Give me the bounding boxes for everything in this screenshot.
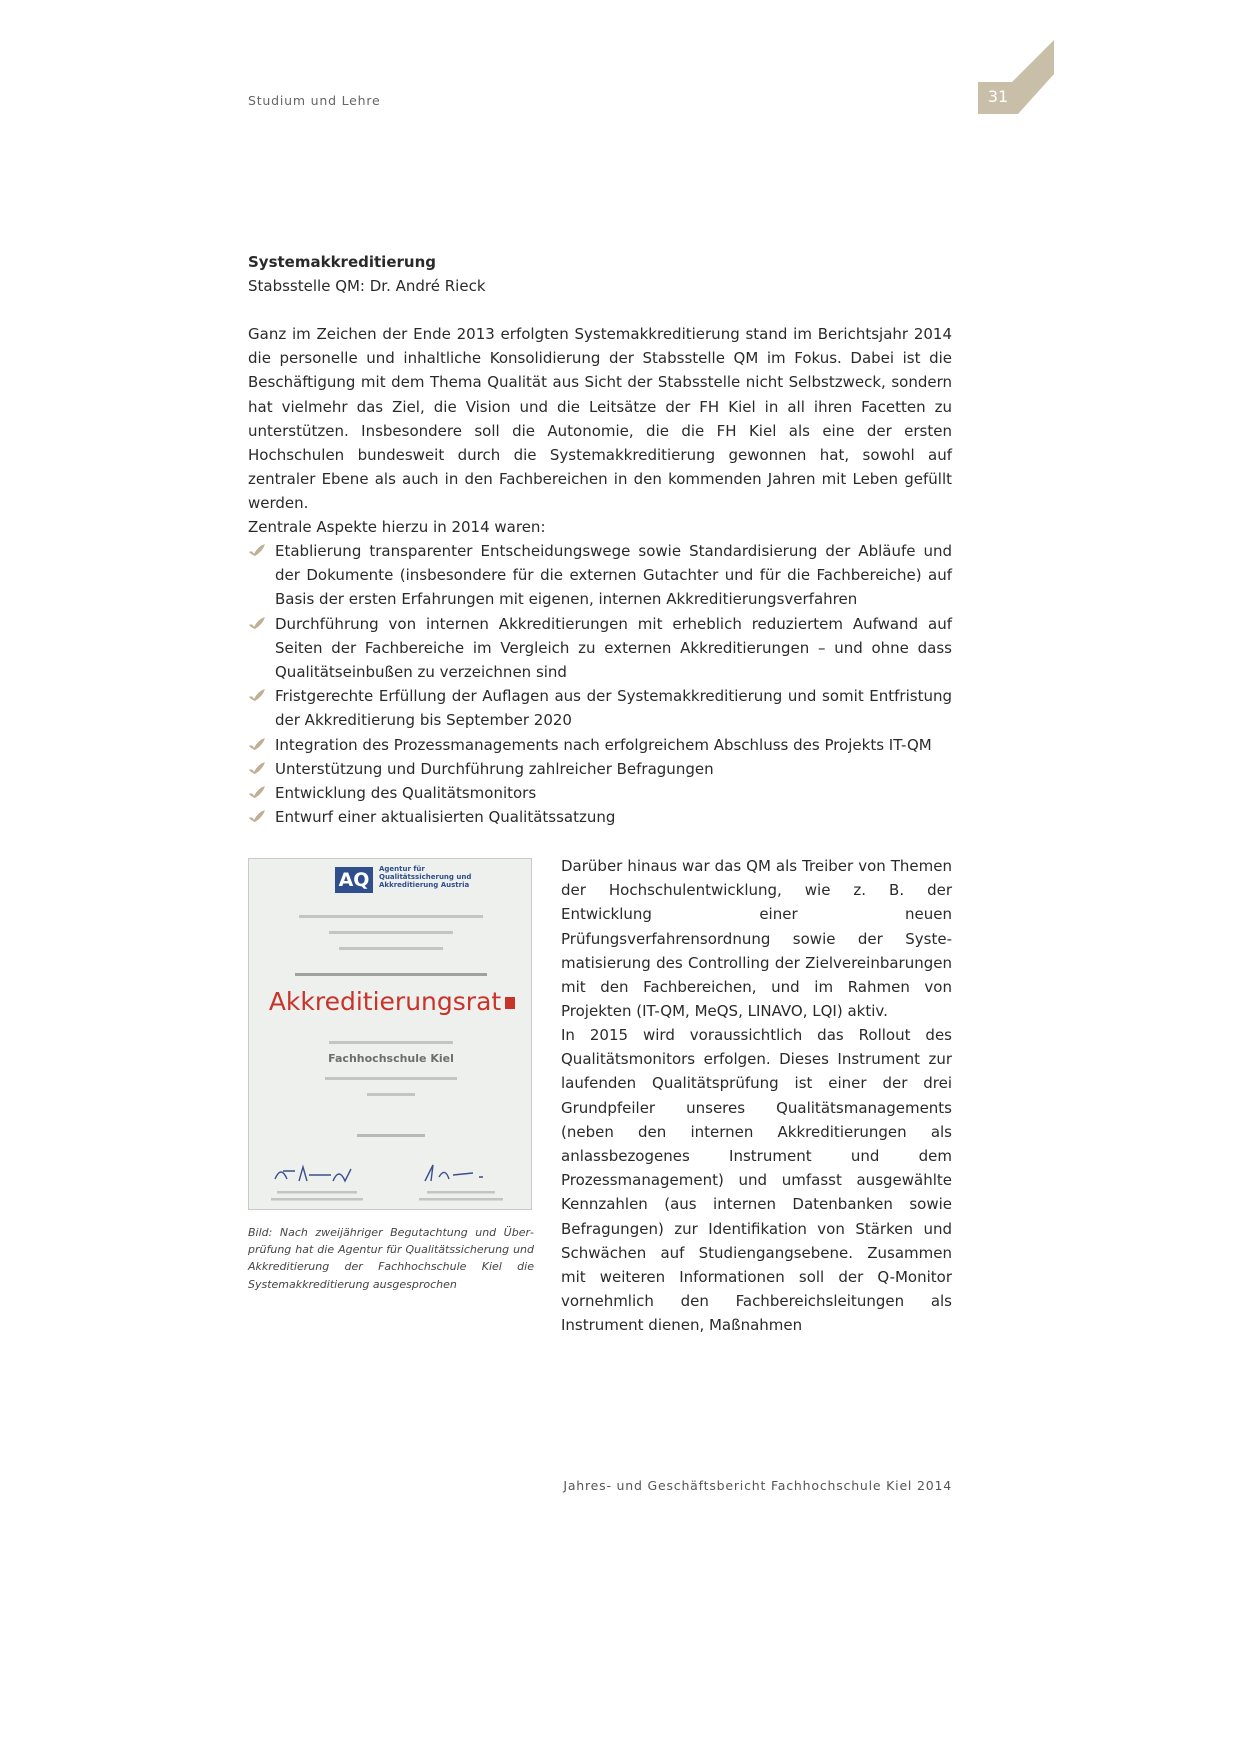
list-item-text: Etablierung transparenter Entscheidungswege sowie Standardisierung der Abläufe und der Dokumente (insbesondere für die externen Gutachter und für die Fachbereiche) auf Basis der ersten Erfahrungen mit eigenen, internen Akkreditierungsverfahren — [275, 542, 952, 609]
page-number: 31 — [987, 87, 1009, 106]
signature-captions — [249, 1189, 532, 1205]
image-caption: Bild: Nach zweijähriger Begutachtung und Überprüfung hat die Agentur für Qualitätssicherung und Akkreditierung der Fachhochschule Kiel die Systemakkreditierung ausgesprochen — [248, 1226, 534, 1291]
page-footer: Jahres- und Geschäftsbericht Fachhochschule Kiel 2014 — [563, 1478, 952, 1493]
list-item — [248, 684, 952, 732]
check-icon — [248, 616, 266, 630]
certificate-fine-print — [289, 911, 493, 981]
intro-paragraph: Ganz im Zeichen der Ende 2013 erfolgten Systemakkreditierung stand im Berichtsjahr 2014 die personelle und inhaltliche Konsolidierung der Stabsstelle QM im Fokus. Dabei ist die Beschäftigung mit dem Thema Qualität aus Sicht der Stabsstelle nicht Selbstzweck, sondern hat vielmehr das Ziel, die Vision und die Leitsätze der FH Kiel in all ihren Facetten zu unterstützen. Insbesondere soll die Autonomie, die die FH Kiel als eine der ersten Hochschulen bundesweit durch die Systemakkreditierung gewonnen hat, sowohl auf zentraler Ebene als auch in den Fachbereichen in den kommenden Jahren mit Leben gefüllt werden. — [248, 325, 952, 513]
certificate-institution: Fachhochschule Kiel — [328, 1052, 454, 1065]
check-icon — [248, 688, 266, 702]
section-label: Studium und Lehre — [248, 93, 381, 108]
list-item — [248, 612, 952, 685]
aq-logo: AQ — [335, 867, 373, 893]
list-item — [248, 539, 952, 612]
paragraph-qm-drivers: Darüber hinaus war das QM als Treiber von Themen der Hochschulentwicklung, wie z. B. der Entwicklung einer neuen Prüfungsverfahrensordnung sowie der Systematisierung des Controlling der Zielvereinbarungen mit den Fachbereichen, und im Rahmen von Projekten (IT-QM, MeQS, LINAVO, LQI) aktiv. — [561, 857, 952, 1021]
signature-left — [271, 1161, 371, 1187]
list-item — [248, 757, 952, 781]
certificate-headline: Akkreditierungsrat — [267, 987, 517, 1016]
aspects-title: Zentrale Aspekte hierzu in 2014 waren: — [248, 518, 546, 536]
check-icon — [248, 809, 266, 823]
list-item-text: Entwicklung des Qualitätsmonitors — [275, 784, 537, 803]
list-item — [248, 733, 952, 757]
certificate-date-line — [349, 1133, 433, 1139]
check-icon — [248, 543, 266, 557]
article-subtitle: Stabsstelle QM: Dr. André Rieck — [248, 277, 486, 295]
list-item-text: Fristgerechte Erfüllung der Auflagen aus der Systemakkreditierung und somit Entfristung der Akkreditierung bis September 2020 — [275, 687, 952, 730]
list-item — [248, 805, 952, 829]
list-item-text: Entwurf einer aktualisierten Qualitätssatzung — [275, 808, 616, 827]
check-icon — [248, 761, 266, 775]
certificate-fine-print — [309, 1073, 473, 1103]
list-item-text: Unterstützung und Durchführung zahlreicher Befragungen — [275, 759, 714, 778]
check-icon — [248, 785, 266, 799]
aspects-list — [248, 539, 952, 829]
list-item — [248, 781, 952, 805]
article-title: Systemakkreditierung — [248, 253, 436, 271]
list-item-text: Integration des Prozessmanagements nach erfolgreichem Abschluss des Projekts IT-QM — [275, 735, 932, 754]
aq-logo-text: Agentur für Qualitätssicherung und Akkreditierung Austria — [379, 865, 472, 889]
signature-right — [419, 1161, 519, 1187]
certificate-image — [248, 858, 532, 1210]
list-item-text: Durchführung von internen Akkreditierungen mit erheblich reduziertem Aufwand auf Seiten der Fachbereiche im Vergleich zu externen Akkreditierungen – und ohne dass Qualitätseinbußen zu verzeichnen sind — [275, 614, 952, 682]
check-icon — [248, 737, 266, 751]
paragraph-q-monitor: In 2015 wird voraussichtlich das Rollout des Qualitätsmonitors erfolgen. Dieses Instrument zur laufenden Qualitätsprüfung ist einer der drei Grundpfeiler unseres Qualitätsmanagements (neben den internen Akkreditierungen als anlassbezogenes Instrument und dem Prozessmanagement) und umfasst ausgewählte Kennzahlen (aus internen Datenbanken sowie Befragungen) zur Identifikation von Stärken und Schwächen auf Studiengangsebene. Zusammen mit weiteren Informationen soll der Q-Monitor vornehmlich den Fachbereichsleitungen als Instrument dienen, Maßnahmen — [561, 1026, 952, 1335]
certificate-fine-print — [309, 1039, 473, 1047]
